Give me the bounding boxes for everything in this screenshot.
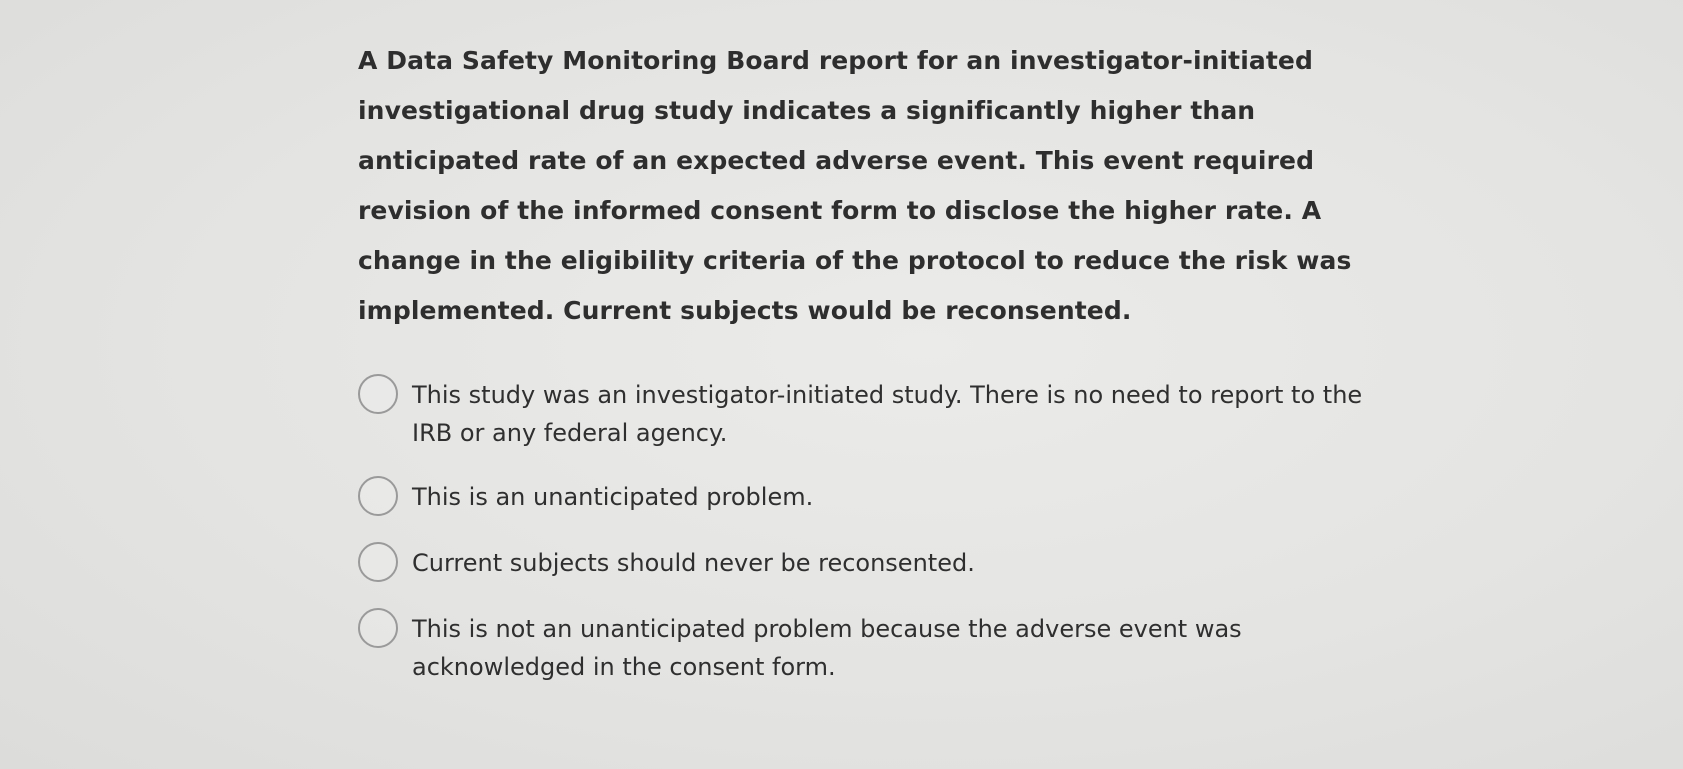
answer-option-label: This is not an unanticipated problem because the adverse event was acknowledged in the consent form. <box>412 615 1242 681</box>
answer-option-label: This is an unanticipated problem. <box>412 483 814 511</box>
radio-button-2[interactable] <box>358 476 398 516</box>
answer-option-label: Current subjects should never be reconsented. <box>412 549 975 577</box>
answer-option-3[interactable] <box>358 544 1398 582</box>
radio-button-1[interactable] <box>358 374 398 414</box>
radio-button-4[interactable] <box>358 608 398 648</box>
answer-option-2[interactable] <box>358 478 1398 516</box>
answer-option-label: This study was an investigator-initiated study. There is no need to report to the IRB or any federal agency. <box>412 381 1363 447</box>
answer-option-4[interactable] <box>358 610 1398 686</box>
radio-button-3[interactable] <box>358 542 398 582</box>
answer-options <box>358 376 1398 686</box>
quiz-question-card <box>358 36 1398 712</box>
question-text: A Data Safety Monitoring Board report for an investigator-initiated investigational drug study indicates a significantly higher than anticipated rate of an expected adverse event. This event required revision of the informed consent form to disclose the higher rate. A change in the eligibility criteria of the protocol to reduce the risk was implemented. Current subjects would be reconsented. <box>358 46 1352 325</box>
answer-option-1[interactable] <box>358 376 1398 452</box>
